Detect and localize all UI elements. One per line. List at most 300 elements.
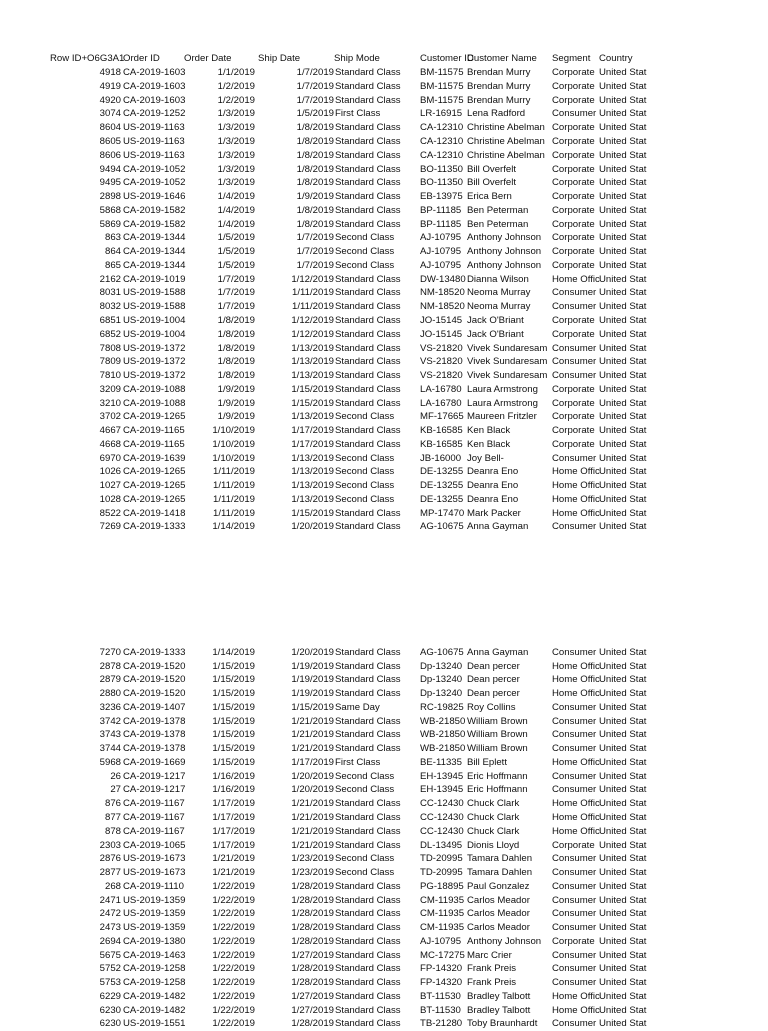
segment-cell: Consumer — [552, 977, 597, 989]
ship-date-cell: 1/8/2019 — [296, 122, 334, 134]
ship-mode-cell: Standard Class — [335, 894, 401, 906]
country-cell: United Stat — [599, 67, 647, 79]
row-id-cell: 4918 — [99, 67, 121, 79]
row-id-cell: 6229 — [99, 990, 121, 1002]
order-id-cell: CA-2019-1258 — [123, 977, 186, 989]
header-segment: Segment — [552, 53, 591, 64]
row-id-cell: 3209 — [99, 383, 121, 395]
segment-cell: Consumer — [552, 1018, 597, 1030]
ship-date-cell: 1/5/2019 — [296, 108, 334, 120]
customer-id-cell: FP-14320 — [420, 963, 463, 975]
order-date-cell: 1/3/2019 — [217, 163, 255, 175]
table-row — [0, 687, 768, 701]
ship-date-cell: 1/8/2019 — [296, 204, 334, 216]
country-cell: United Stat — [599, 770, 647, 782]
ship-date-cell: 1/15/2019 — [291, 507, 334, 519]
customer-name-cell: Dean percer — [467, 660, 520, 672]
row-id-cell: 7809 — [99, 356, 121, 368]
segment-cell: Consumer — [552, 867, 597, 879]
table-row — [0, 259, 768, 273]
segment-cell: Home Offic — [552, 466, 600, 478]
segment-cell: Corporate — [552, 149, 595, 161]
customer-name-cell: Anthony Johnson — [467, 935, 542, 947]
ship-date-cell: 1/17/2019 — [291, 425, 334, 437]
customer-name-cell: Ken Black — [467, 425, 511, 437]
column-header-row — [0, 53, 768, 66]
customer-name-cell: Carlos Meador — [467, 908, 530, 920]
order-date-cell: 1/2/2019 — [217, 80, 255, 92]
segment-cell: Home Offic — [552, 811, 600, 823]
segment-cell: Consumer — [552, 743, 597, 755]
customer-name-cell: Joy Bell- — [467, 452, 504, 464]
customer-name-cell: Vivek Sundaresam — [467, 342, 548, 354]
order-id-cell: US-2019-1359 — [123, 922, 186, 934]
order-id-cell: CA-2019-1265 — [123, 411, 186, 423]
order-id-cell: CA-2019-1165 — [123, 425, 185, 437]
row-id-cell: 865 — [104, 259, 121, 271]
country-cell: United Stat — [599, 122, 647, 134]
segment-cell: Home Offic — [552, 756, 600, 768]
customer-id-cell: WB-21850 — [420, 743, 466, 755]
ship-mode-cell: Standard Class — [335, 1004, 401, 1016]
customer-id-cell: MC-17275 — [420, 949, 465, 961]
table-row — [0, 66, 768, 80]
row-id-cell: 27 — [110, 784, 121, 796]
row-id-cell: 8032 — [99, 301, 121, 313]
table-row — [0, 520, 768, 534]
ship-date-cell: 1/27/2019 — [291, 1004, 334, 1016]
ship-date-cell: 1/7/2019 — [296, 246, 334, 258]
segment-cell: Consumer — [552, 452, 597, 464]
order-id-cell: CA-2019-1520 — [123, 660, 186, 672]
order-id-cell: CA-2019-1088 — [123, 397, 186, 409]
segment-cell: Home Offic — [552, 273, 600, 285]
ship-mode-cell: Standard Class — [335, 314, 401, 326]
table-row — [0, 811, 768, 825]
customer-id-cell: TD-20995 — [420, 853, 463, 865]
order-id-cell: CA-2019-1052 — [123, 163, 186, 175]
country-cell: United Stat — [599, 1004, 647, 1016]
order-id-cell: US-2019-1359 — [123, 908, 186, 920]
table-row — [0, 962, 768, 976]
order-date-cell: 1/22/2019 — [212, 949, 255, 961]
row-id-cell: 4668 — [99, 438, 121, 450]
table-row — [0, 660, 768, 674]
row-id-cell: 2472 — [99, 908, 121, 920]
order-date-cell: 1/22/2019 — [212, 935, 255, 947]
order-date-cell: 1/5/2019 — [217, 232, 255, 244]
row-id-cell: 6852 — [99, 328, 121, 340]
ship-mode-cell: Standard Class — [335, 177, 401, 189]
order-id-cell: CA-2019-1110 — [123, 880, 184, 892]
order-date-cell: 1/22/2019 — [212, 908, 255, 920]
order-date-cell: 1/7/2019 — [217, 287, 255, 299]
customer-id-cell: Dp-13240 — [420, 688, 463, 700]
order-id-cell: CA-2019-1333 — [123, 521, 186, 533]
table-row — [0, 410, 768, 424]
segment-cell: Consumer — [552, 646, 597, 658]
order-id-cell: US-2019-1646 — [123, 191, 186, 203]
row-id-cell: 2694 — [99, 935, 121, 947]
table-row — [0, 935, 768, 949]
order-id-cell: CA-2019-1418 — [123, 507, 186, 519]
row-id-cell: 5869 — [99, 218, 121, 230]
ship-date-cell: 1/27/2019 — [291, 949, 334, 961]
customer-name-cell: Ben Peterman — [467, 218, 529, 230]
country-cell: United Stat — [599, 163, 647, 175]
order-id-cell: CA-2019-1463 — [123, 949, 186, 961]
customer-name-cell: Christine Abelman — [467, 149, 545, 161]
order-date-cell: 1/7/2019 — [217, 301, 255, 313]
ship-mode-cell: Standard Class — [335, 301, 401, 313]
segment-cell: Home Offic — [552, 990, 600, 1002]
order-id-cell: CA-2019-1217 — [123, 770, 186, 782]
customer-id-cell: MP-17470 — [420, 507, 465, 519]
ship-mode-cell: Standard Class — [335, 273, 401, 285]
customer-name-cell: Laura Armstrong — [467, 397, 538, 409]
order-date-cell: 1/14/2019 — [212, 646, 255, 658]
customer-id-cell: MF-17665 — [420, 411, 464, 423]
country-cell: United Stat — [599, 660, 647, 672]
customer-name-cell: William Brown — [467, 743, 528, 755]
ship-mode-cell: Standard Class — [335, 136, 401, 148]
customer-name-cell: Jack O'Briant — [467, 314, 524, 326]
customer-id-cell: KB-16585 — [420, 438, 463, 450]
ship-mode-cell: Standard Class — [335, 646, 401, 658]
table-row — [0, 701, 768, 715]
customer-name-cell: Anna Gayman — [467, 646, 529, 658]
segment-cell: Consumer — [552, 701, 597, 713]
customer-name-cell: Dean percer — [467, 688, 520, 700]
segment-cell: Consumer — [552, 949, 597, 961]
country-cell: United Stat — [599, 894, 647, 906]
row-id-cell: 6230 — [99, 1018, 121, 1030]
table-row — [0, 176, 768, 190]
ship-mode-cell: Standard Class — [335, 370, 401, 382]
segment-cell: Corporate — [552, 246, 595, 258]
ship-mode-cell: Standard Class — [335, 935, 401, 947]
order-date-cell: 1/4/2019 — [217, 191, 255, 203]
order-id-cell: US-2019-1163 — [123, 149, 185, 161]
customer-id-cell: JO-15145 — [420, 314, 463, 326]
row-id-cell: 3702 — [99, 411, 121, 423]
customer-name-cell: Frank Preis — [467, 977, 517, 989]
order-date-cell: 1/7/2019 — [217, 273, 255, 285]
row-id-cell: 5752 — [99, 963, 121, 975]
row-id-cell: 8604 — [99, 122, 121, 134]
row-id-cell: 864 — [104, 246, 121, 258]
ship-mode-cell: Second Class — [335, 452, 395, 464]
order-id-cell: US-2019-1372 — [123, 356, 186, 368]
table-row — [0, 742, 768, 756]
ship-date-cell: 1/12/2019 — [291, 328, 334, 340]
ship-date-cell: 1/15/2019 — [291, 383, 334, 395]
table-row — [0, 976, 768, 990]
ship-date-cell: 1/21/2019 — [291, 715, 334, 727]
order-date-cell: 1/15/2019 — [212, 701, 255, 713]
order-date-cell: 1/3/2019 — [217, 108, 255, 120]
ship-mode-cell: Second Class — [335, 232, 395, 244]
order-date-cell: 1/10/2019 — [212, 438, 255, 450]
customer-name-cell: Anthony Johnson — [467, 232, 542, 244]
segment-cell: Consumer — [552, 715, 597, 727]
table-row — [0, 121, 768, 135]
ship-mode-cell: Standard Class — [335, 977, 401, 989]
country-cell: United Stat — [599, 94, 647, 106]
customer-id-cell: NM-18520 — [420, 301, 465, 313]
table-row — [0, 163, 768, 177]
customer-id-cell: EH-13945 — [420, 770, 464, 782]
order-date-cell: 1/3/2019 — [217, 136, 255, 148]
ship-mode-cell: Standard Class — [335, 880, 401, 892]
country-cell: United Stat — [599, 397, 647, 409]
ship-date-cell: 1/23/2019 — [291, 853, 334, 865]
header-country: Country — [599, 53, 633, 64]
customer-name-cell: Vivek Sundaresam — [467, 370, 548, 382]
row-id-cell: 4919 — [99, 80, 121, 92]
ship-date-cell: 1/13/2019 — [291, 411, 334, 423]
ship-date-cell: 1/13/2019 — [291, 466, 334, 478]
segment-cell: Corporate — [552, 411, 595, 423]
order-id-cell: CA-2019-1167 — [123, 811, 185, 823]
row-id-cell: 6851 — [99, 314, 121, 326]
country-cell: United Stat — [599, 825, 647, 837]
table-row — [0, 880, 768, 894]
customer-name-cell: Eric Hoffmann — [467, 784, 528, 796]
order-date-cell: 1/11/2019 — [213, 493, 255, 505]
row-id-cell: 5753 — [99, 977, 121, 989]
segment-cell: Consumer — [552, 922, 597, 934]
table-row — [0, 383, 768, 397]
table-row — [0, 424, 768, 438]
row-id-cell: 2162 — [99, 273, 121, 285]
customer-name-cell: Dean percer — [467, 674, 520, 686]
order-date-cell: 1/9/2019 — [217, 383, 255, 395]
order-id-cell: CA-2019-1482 — [123, 1004, 186, 1016]
segment-cell: Consumer — [552, 108, 597, 120]
customer-name-cell: Tamara Dahlen — [467, 853, 533, 865]
country-cell: United Stat — [599, 191, 647, 203]
country-cell: United Stat — [599, 935, 647, 947]
row-id-cell: 4667 — [99, 425, 121, 437]
ship-date-cell: 1/12/2019 — [291, 273, 334, 285]
order-id-cell: CA-2019-1165 — [123, 438, 185, 450]
order-id-cell: CA-2019-1639 — [123, 452, 186, 464]
order-id-cell: CA-2019-1407 — [123, 701, 186, 713]
customer-name-cell: Maureen Fritzler — [467, 411, 537, 423]
table-row — [0, 286, 768, 300]
segment-cell: Home Offic — [552, 507, 600, 519]
order-date-cell: 1/8/2019 — [217, 342, 255, 354]
customer-name-cell: Ken Black — [467, 438, 511, 450]
customer-name-cell: Carlos Meador — [467, 894, 530, 906]
order-id-cell: CA-2019-1065 — [123, 839, 186, 851]
ship-date-cell: 1/13/2019 — [291, 356, 334, 368]
segment-cell: Corporate — [552, 191, 595, 203]
ship-date-cell: 1/21/2019 — [291, 743, 334, 755]
country-cell: United Stat — [599, 963, 647, 975]
segment-cell: Consumer — [552, 894, 597, 906]
ship-mode-cell: Standard Class — [335, 204, 401, 216]
ship-date-cell: 1/8/2019 — [296, 163, 334, 175]
segment-cell: Consumer — [552, 356, 597, 368]
ship-date-cell: 1/28/2019 — [291, 894, 334, 906]
row-id-cell: 6230 — [99, 1004, 121, 1016]
customer-name-cell: Roy Collins — [467, 701, 516, 713]
row-id-cell: 2876 — [99, 853, 121, 865]
country-cell: United Stat — [599, 688, 647, 700]
customer-name-cell: Jack O'Briant — [467, 328, 524, 340]
customer-id-cell: BO-11350 — [420, 163, 464, 175]
segment-cell: Corporate — [552, 204, 595, 216]
ship-date-cell: 1/8/2019 — [296, 149, 334, 161]
country-cell: United Stat — [599, 246, 647, 258]
row-id-cell: 8522 — [99, 507, 121, 519]
ship-mode-cell: Second Class — [335, 853, 395, 865]
order-id-cell: CA-2019-1520 — [123, 674, 186, 686]
segment-cell: Corporate — [552, 232, 595, 244]
order-date-cell: 1/8/2019 — [217, 370, 255, 382]
customer-name-cell: Erica Bern — [467, 191, 512, 203]
order-date-cell: 1/8/2019 — [217, 314, 255, 326]
customer-name-cell: Mark Packer — [467, 507, 521, 519]
table-row — [0, 1017, 768, 1031]
data-block-1 — [0, 66, 768, 534]
ship-date-cell: 1/7/2019 — [296, 67, 334, 79]
country-cell: United Stat — [599, 218, 647, 230]
customer-id-cell: PG-18895 — [420, 880, 464, 892]
order-date-cell: 1/9/2019 — [217, 397, 255, 409]
customer-id-cell: DE-13255 — [420, 480, 464, 492]
ship-mode-cell: Standard Class — [335, 674, 401, 686]
row-id-cell: 1028 — [99, 493, 121, 505]
country-cell: United Stat — [599, 108, 647, 120]
order-date-cell: 1/17/2019 — [212, 839, 255, 851]
customer-name-cell: Ben Peterman — [467, 204, 529, 216]
row-id-cell: 3742 — [99, 715, 121, 727]
order-id-cell: US-2019-1004 — [123, 314, 186, 326]
customer-name-cell: Bill Overfelt — [467, 177, 517, 189]
customer-id-cell: DL-13495 — [420, 839, 463, 851]
segment-cell: Consumer — [552, 963, 597, 975]
country-cell: United Stat — [599, 922, 647, 934]
order-date-cell: 1/2/2019 — [217, 94, 255, 106]
row-id-cell: 3744 — [99, 743, 121, 755]
order-date-cell: 1/11/2019 — [213, 480, 255, 492]
row-id-cell: 2303 — [99, 839, 121, 851]
ship-mode-cell: Standard Class — [335, 122, 401, 134]
customer-name-cell: Eric Hoffmann — [467, 770, 528, 782]
segment-cell: Home Offic — [552, 688, 600, 700]
customer-name-cell: Chuck Clark — [467, 798, 520, 810]
table-row — [0, 190, 768, 204]
order-id-cell: CA-2019-1167 — [123, 825, 185, 837]
ship-date-cell: 1/13/2019 — [291, 493, 334, 505]
ship-mode-cell: Standard Class — [335, 67, 401, 79]
table-row — [0, 715, 768, 729]
table-row — [0, 328, 768, 342]
ship-date-cell: 1/11/2019 — [292, 287, 334, 299]
table-row — [0, 797, 768, 811]
customer-name-cell: Brendan Murry — [467, 67, 531, 79]
ship-date-cell: 1/28/2019 — [291, 963, 334, 975]
table-row — [0, 355, 768, 369]
ship-mode-cell: Standard Class — [335, 688, 401, 700]
segment-cell: Consumer — [552, 729, 597, 741]
ship-date-cell: 1/13/2019 — [291, 480, 334, 492]
header-customer-id: Customer ID — [420, 53, 474, 64]
customer-id-cell: LA-16780 — [420, 383, 462, 395]
customer-name-cell: Chuck Clark — [467, 811, 520, 823]
customer-id-cell: CC-12430 — [420, 798, 464, 810]
ship-mode-cell: Second Class — [335, 493, 395, 505]
order-id-cell: CA-2019-1333 — [123, 646, 186, 658]
country-cell: United Stat — [599, 811, 647, 823]
segment-cell: Home Offic — [552, 660, 600, 672]
customer-id-cell: LA-16780 — [420, 397, 462, 409]
ship-mode-cell: Standard Class — [335, 825, 401, 837]
row-id-cell: 876 — [104, 798, 121, 810]
country-cell: United Stat — [599, 1018, 647, 1030]
order-id-cell: CA-2019-1019 — [123, 273, 186, 285]
customer-id-cell: BO-11350 — [420, 177, 464, 189]
table-row — [0, 949, 768, 963]
order-id-cell: CA-2019-1582 — [123, 218, 186, 230]
order-date-cell: 1/21/2019 — [212, 867, 255, 879]
segment-cell: Consumer — [552, 784, 597, 796]
table-row — [0, 438, 768, 452]
customer-id-cell: NM-18520 — [420, 287, 465, 299]
country-cell: United Stat — [599, 798, 647, 810]
ship-mode-cell: Second Class — [335, 480, 395, 492]
order-date-cell: 1/22/2019 — [212, 1004, 255, 1016]
order-id-cell: US-2019-1163 — [123, 136, 185, 148]
row-id-cell: 4920 — [99, 94, 121, 106]
country-cell: United Stat — [599, 136, 647, 148]
ship-mode-cell: Standard Class — [335, 163, 401, 175]
customer-id-cell: AJ-10795 — [420, 259, 462, 271]
ship-mode-cell: Standard Class — [335, 798, 401, 810]
ship-date-cell: 1/28/2019 — [291, 1018, 334, 1030]
customer-name-cell: Neoma Murray — [467, 287, 531, 299]
country-cell: United Stat — [599, 273, 647, 285]
ship-date-cell: 1/17/2019 — [291, 438, 334, 450]
customer-name-cell: Anna Gayman — [467, 521, 529, 533]
order-date-cell: 1/22/2019 — [212, 963, 255, 975]
customer-id-cell: WB-21850 — [420, 729, 466, 741]
segment-cell: Corporate — [552, 383, 595, 395]
customer-id-cell: BP-11185 — [420, 204, 462, 216]
customer-id-cell: CM-11935 — [420, 894, 465, 906]
ship-mode-cell: Standard Class — [335, 80, 401, 92]
row-id-cell: 2471 — [99, 894, 121, 906]
order-date-cell: 1/1/2019 — [217, 67, 255, 79]
customer-id-cell: AJ-10795 — [420, 232, 462, 244]
segment-cell: Corporate — [552, 94, 595, 106]
table-row — [0, 866, 768, 880]
table-row — [0, 107, 768, 121]
customer-id-cell: BT-11530 — [420, 1004, 461, 1016]
customer-name-cell: Deanra Eno — [467, 466, 519, 478]
table-row — [0, 342, 768, 356]
table-row — [0, 300, 768, 314]
order-id-cell: CA-2019-1052 — [123, 177, 186, 189]
ship-date-cell: 1/28/2019 — [291, 922, 334, 934]
ship-mode-cell: Second Class — [335, 246, 395, 258]
country-cell: United Stat — [599, 466, 647, 478]
order-id-cell: CA-2019-1378 — [123, 743, 186, 755]
country-cell: United Stat — [599, 839, 647, 851]
